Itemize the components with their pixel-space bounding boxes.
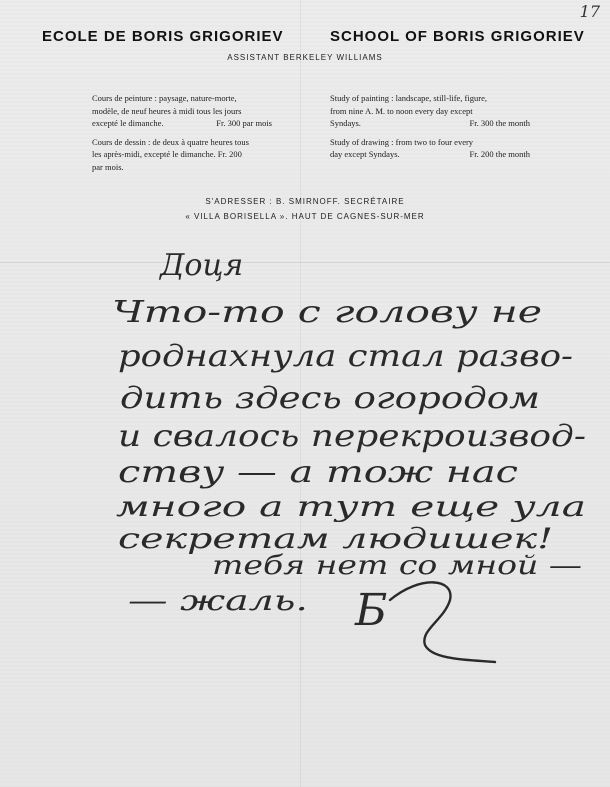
handwriting-line: дить здесь огородом bbox=[120, 381, 540, 416]
course-text: from nine A. M. to noon every day except bbox=[330, 105, 473, 116]
address-secretary: S'ADRESSER : B. SMIRNOFF. SECRÉTAIRE bbox=[205, 197, 405, 206]
handwriting-line: — жаль. bbox=[128, 584, 308, 617]
handwriting-line: и свалось перекроизвод- bbox=[118, 419, 586, 454]
handwriting-line: Что-то с голову не bbox=[112, 295, 542, 330]
course-text: les après-midi, excepté le dimanche. Fr. 200 bbox=[92, 149, 242, 159]
address-villa: « VILLA BORISELLA ». HAUT DE CAGNES-SUR-MER bbox=[185, 212, 425, 221]
handwriting-line: роднахнула стал разво- bbox=[118, 339, 573, 374]
course-text: Study of painting : landscape, still-life, figure, bbox=[330, 93, 487, 103]
course-text: modèle, de neuf heures à midi tous les jours bbox=[92, 105, 242, 116]
course-text: excepté le dimanche. bbox=[92, 118, 164, 128]
course-text: par mois. bbox=[92, 161, 124, 172]
handwriting-line: Доця bbox=[160, 248, 244, 283]
signature: Б bbox=[355, 585, 388, 636]
handwriting-line: много а тут еще ула bbox=[116, 490, 586, 523]
page-number: 17 bbox=[579, 2, 600, 21]
letterhead-assistant: ASSISTANT BERKELEY WILLIAMS bbox=[227, 53, 383, 62]
handwriting-line: тебя нет со мной — bbox=[212, 551, 582, 581]
course-text: day except Syndays. bbox=[330, 149, 400, 159]
course-price: Fr. 300 par mois bbox=[216, 118, 272, 128]
course-text: Study of drawing : from two to four every bbox=[330, 136, 474, 147]
letterhead-title-french: ECOLE DE BORIS GRIGORIEV bbox=[42, 28, 284, 45]
course-price: Fr. 200 the month bbox=[469, 149, 530, 159]
handwriting-line: секретам людишек! bbox=[118, 522, 553, 555]
course-text: Syndays. bbox=[330, 118, 361, 128]
course-text: Cours de dessin : de deux à quatre heures tous bbox=[92, 136, 249, 147]
handwriting-line: ству — а тож нас bbox=[118, 455, 519, 490]
letterhead-title-english: SCHOOL OF BORIS GRIGORIEV bbox=[330, 28, 585, 45]
course-price: Fr. 300 the month bbox=[469, 118, 530, 128]
signature-flourish bbox=[390, 582, 495, 662]
course-text: Cours de peinture : paysage, nature-morte, bbox=[92, 93, 237, 103]
